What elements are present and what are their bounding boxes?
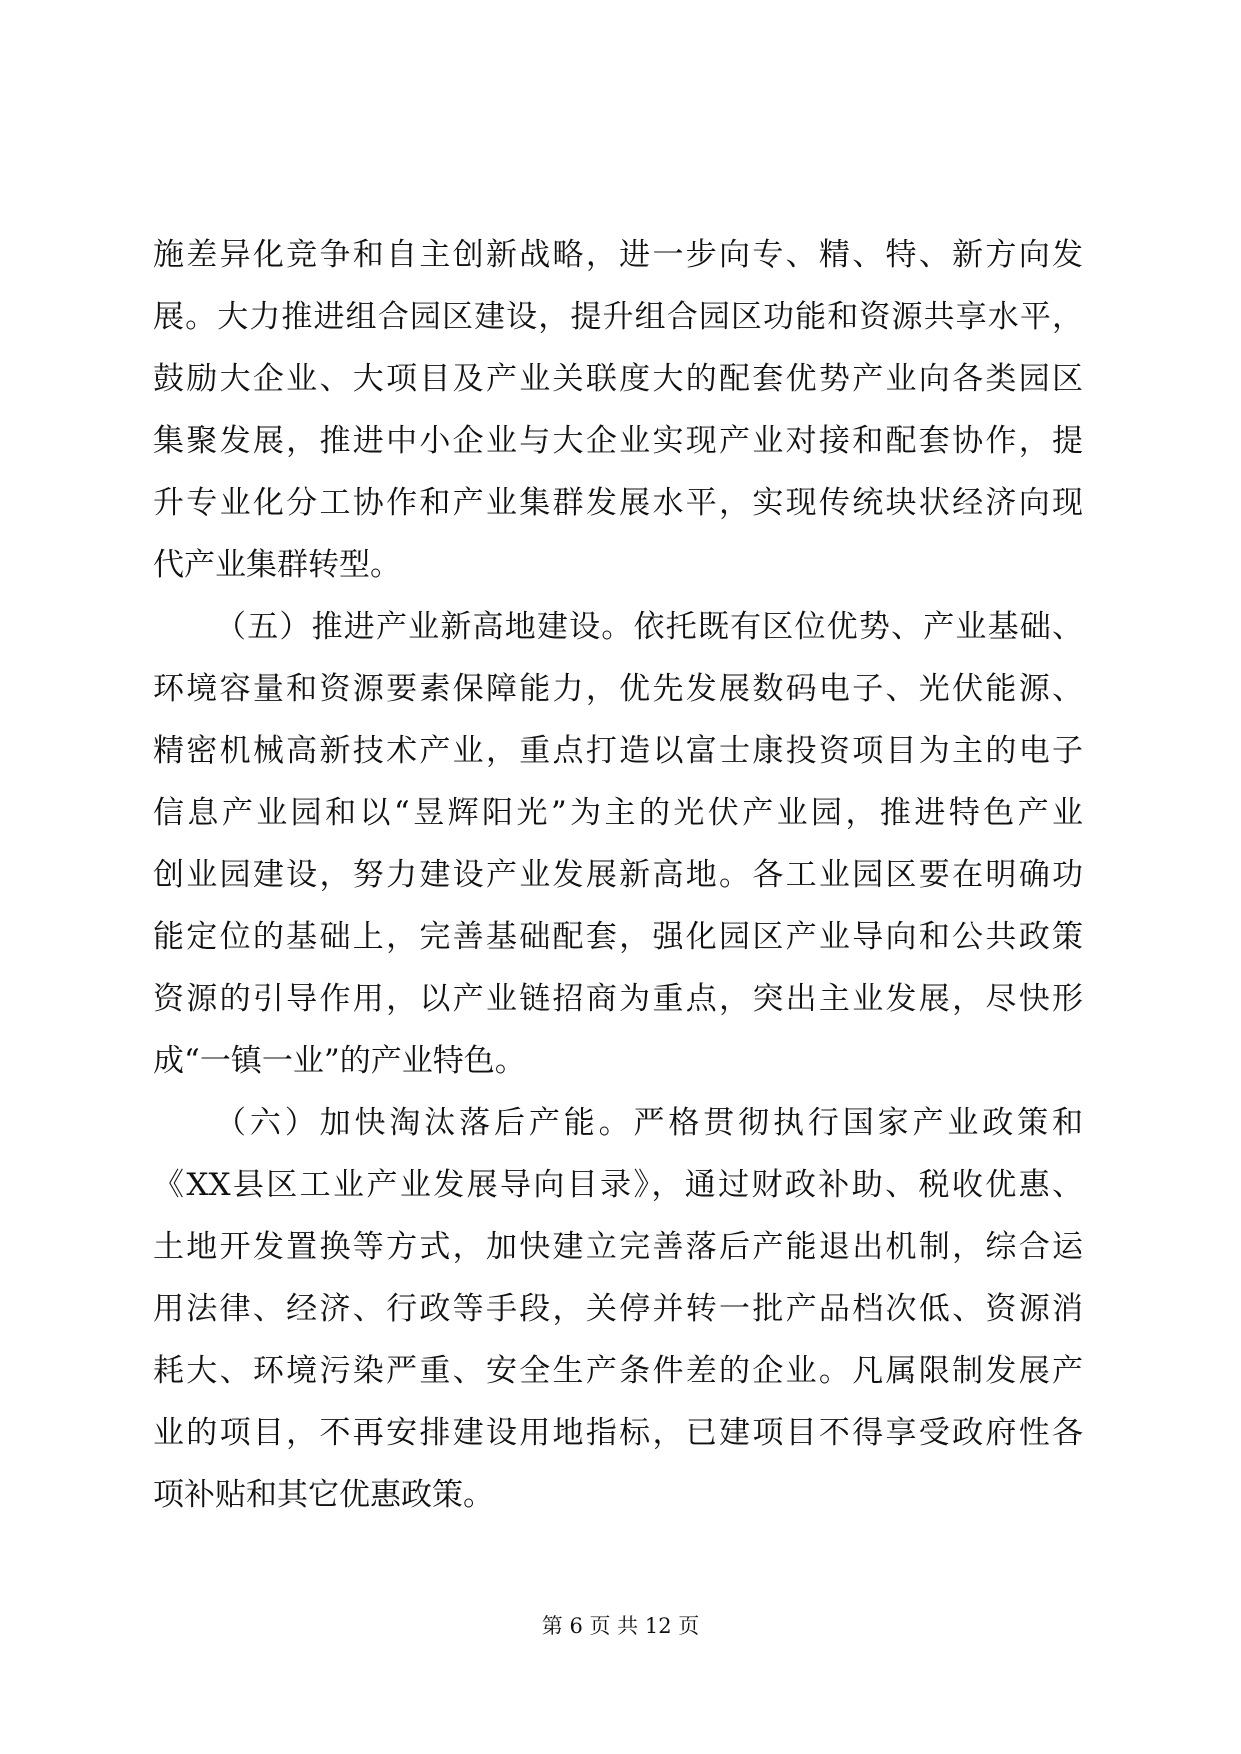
section-5-heading-line: （五）推进产业新高地建设。依托既有区位优势、产业基础、 [215,609,1083,645]
text-line: 成“一镇一业”的产业特色。 [153,1043,526,1079]
text-line: 展。大力推进组合园区建设，提升组合园区功能和资源共享水平， [153,299,1083,335]
text-line: 精密机械高新技术产业，重点打造以富士康投资项目为主的电子 [153,733,1083,769]
text-line: 创业园建设，努力建设产业发展新高地。各工业园区要在明确功 [153,857,1083,893]
text-line: 土地开发置换等方式，加快建立完善落后产能退出机制，综合运 [153,1229,1083,1265]
text-line: 集聚发展，推进中小企业与大企业实现产业对接和配套协作，提 [153,423,1083,459]
text-line: 升专业化分工协作和产业集群发展水平，实现传统块状经济向现 [153,485,1083,521]
text-line: 耗大、环境污染严重、安全生产条件差的企业。凡属限制发展产 [153,1353,1083,1389]
section-6-heading-line: （六）加快淘汰落后产能。严格贯彻执行国家产业政策和 [215,1105,1083,1141]
text-line: 项补贴和其它优惠政策。 [153,1477,494,1513]
text-line: 业的项目，不再安排建设用地指标，已建项目不得享受政府性各 [153,1415,1083,1451]
text-line: 施差异化竞争和自主创新战略，进一步向专、精、特、新方向发 [153,237,1083,273]
text-line: 环境容量和资源要素保障能力，优先发展数码电子、光伏能源、 [153,671,1083,707]
text-line: 鼓励大企业、大项目及产业关联度大的配套优势产业向各类园区 [153,361,1083,397]
text-line: 资源的引导作用，以产业链招商为重点，突出主业发展，尽快形 [153,981,1083,1017]
text-line: 用法律、经济、行政等手段，关停并转一批产品档次低、资源消 [153,1291,1083,1327]
text-line: 《XX县区工业产业发展导向目录》，通过财政补助、税收优惠、 [153,1167,1083,1203]
page-number-footer: 第 6 页 共 12 页 [541,1614,700,1638]
text-line: 代产业集群转型。 [153,547,401,583]
text-line: 能定位的基础上，完善基础配套，强化园区产业导向和公共政策 [153,919,1083,955]
text-line: 信息产业园和以“昱辉阳光”为主的光伏产业园，推进特色产业 [153,795,1083,831]
